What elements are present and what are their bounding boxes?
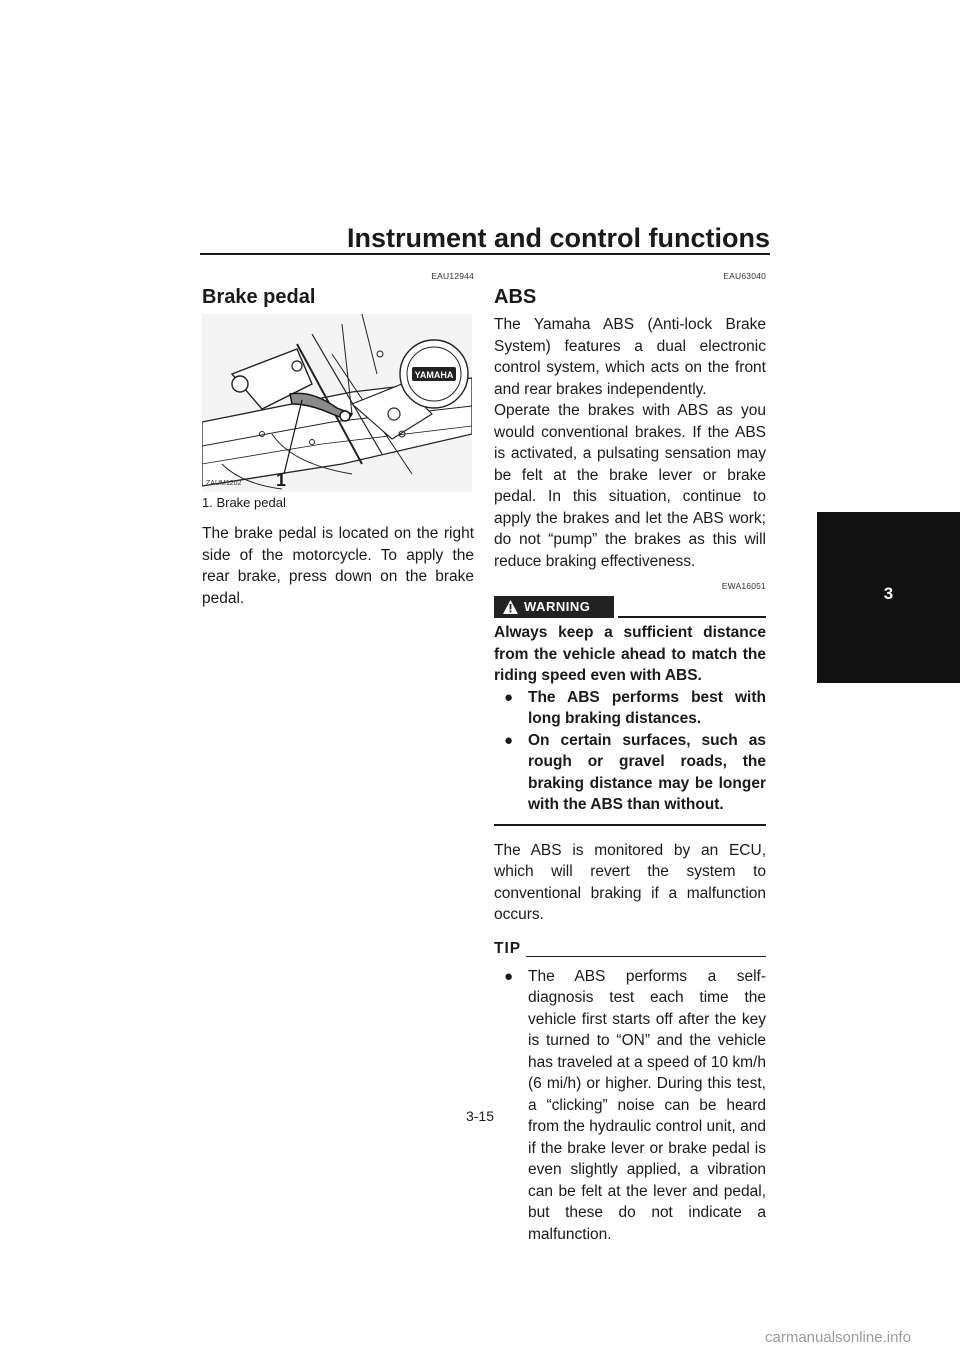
header-rule — [200, 253, 770, 255]
right-column — [494, 270, 766, 1245]
warning-item-text: The ABS performs best with long braking distances. — [528, 688, 766, 727]
section-title-abs: ABS — [494, 286, 537, 308]
brake-pedal-illustration — [202, 314, 472, 492]
warning-badge — [494, 596, 614, 618]
section-code-brake-pedal: EAU12944 — [431, 271, 474, 281]
brake-pedal-drawing — [202, 314, 472, 492]
tip-item-text: The ABS performs a self-diagnosis test each time the vehicle first starts off after the key is turned to “ON” and the vehicle has traveled at a speed of 10 km/h (6 mi/h) or higher. During this test, a “clicking” noise can be heard from the hydraulic control unit, and if the brake lever or brake pedal is even slightly applied, a vibration can be felt at the lever and pedal, but these do not indicate a malfunction. — [528, 967, 766, 1243]
page-header-title: Instrument and control functions — [347, 223, 770, 253]
warning-rule — [618, 616, 766, 618]
warning-intro: Always keep a sufficient distance from the vehicle ahead to match the riding speed even with ABS. — [494, 624, 766, 684]
footer-watermark: carmanualsonline.info — [765, 1329, 911, 1346]
figure-caption: 1. Brake pedal — [202, 495, 286, 510]
warning-header — [494, 596, 766, 620]
bullet-dot-icon: ● — [504, 967, 514, 985]
tip-rule — [526, 956, 766, 958]
warning-triangle-icon — [502, 599, 519, 615]
section-code-abs: EAU63040 — [723, 271, 766, 281]
tip-list-item — [494, 966, 766, 1246]
warning-code: EWA16051 — [721, 581, 766, 591]
figure-code: ZAUM1202 — [206, 480, 242, 487]
section-title-brake-pedal: Brake pedal — [202, 286, 316, 308]
abs-paragraph-2: Operate the brakes with ABS as you would conventional brakes. If the ABS is activated, a pulsating sensation may be felt at the brake lever or brake pedal. In this situation, continue to apply the brakes and let the ABS work; do not “pump” the brakes as this will reduce braking effectiveness. — [494, 402, 766, 570]
chapter-tab-number: 3 — [883, 584, 894, 603]
brake-pedal-text: The brake pedal is located on the right side of the motorcycle. To apply the rear brake, press down on the brake pedal. — [202, 525, 474, 607]
warning-item-text: On certain surfaces, such as rough or gravel roads, the braking distance may be longer with the ABS than without. — [528, 731, 766, 813]
warning-list-item — [494, 687, 766, 730]
svg-text:YAMAHA: YAMAHA — [414, 370, 454, 380]
page-number: 3-15 — [465, 1108, 495, 1124]
warning-end-rule — [494, 824, 766, 826]
bullet-dot-icon: ● — [504, 731, 514, 749]
abs-paragraph-1: The Yamaha ABS (Anti-lock Brake System) features a dual electronic control system, which acts on the front and rear brakes independently. — [494, 316, 766, 398]
abs-paragraph-3: The ABS is monitored by an ECU, which will revert the system to conventional braking if a malfunction occurs. — [494, 841, 766, 923]
warning-body — [494, 622, 766, 816]
bullet-dot-icon: ● — [504, 688, 514, 706]
warning-list-item — [494, 730, 766, 816]
tip-header — [494, 940, 766, 962]
left-column — [202, 270, 474, 609]
tip-label: TIP — [494, 939, 522, 957]
chapter-tab — [817, 512, 960, 683]
figure-callout-number: 1 — [276, 470, 287, 490]
warning-label: WARNING — [524, 599, 591, 614]
